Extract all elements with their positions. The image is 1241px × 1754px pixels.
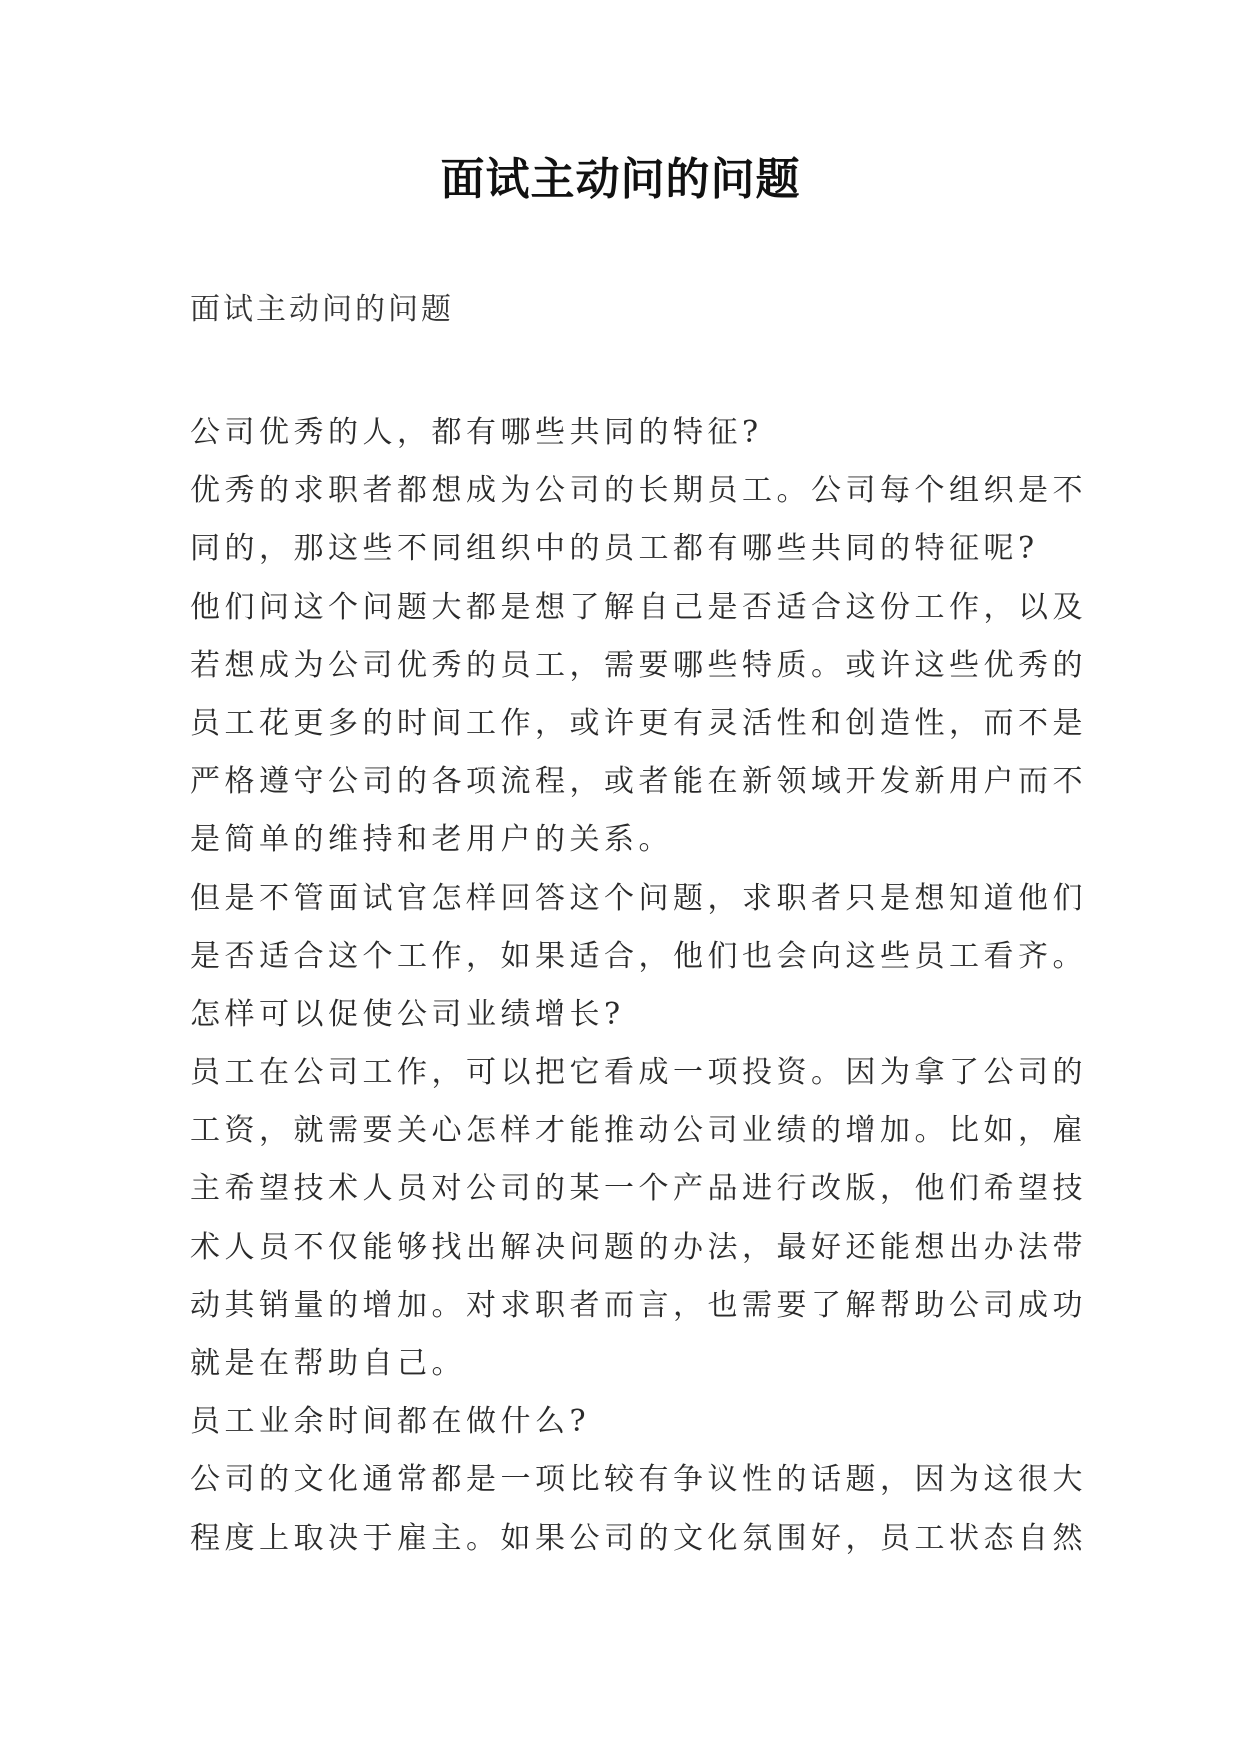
body-line: 他们问这个问题大都是想了解自己是否适合这份工作，以及 — [190, 589, 1087, 625]
body-line: 同的，那这些不同组织中的员工都有哪些共同的特征呢? — [190, 531, 1039, 567]
document-title: 面试主动问的问题 — [440, 154, 801, 205]
body-line: 程度上取决于雇主。如果公司的文化氛围好，员工状态自然 — [190, 1520, 1087, 1556]
body-line: 就是在帮助自己。 — [190, 1346, 466, 1381]
body-line: 严格遵守公司的各项流程，或者能在新领域开发新用户而不 — [190, 764, 1087, 800]
body-line: 是简单的维持和老用户的关系。 — [190, 822, 673, 858]
body-line: 员工在公司工作，可以把它看成一项投资。因为拿了公司的 — [190, 1055, 1087, 1091]
body-line: 优秀的求职者都想成为公司的长期员工。公司每个组织是不 — [190, 473, 1087, 509]
body-line: 公司的文化通常都是一项比较有争议性的话题，因为这很大 — [190, 1462, 1087, 1498]
body-line: 主希望技术人员对公司的某一个产品进行改版，他们希望技 — [190, 1171, 1087, 1207]
body-line: 怎样可以促使公司业绩增长? — [190, 996, 625, 1032]
document-subtitle: 面试主动问的问题 — [190, 292, 454, 327]
body-line: 动其销量的增加。对求职者而言，也需要了解帮助公司成功 — [190, 1287, 1087, 1323]
body-line: 员工业余时间都在做什么? — [190, 1404, 591, 1440]
body-line: 术人员不仅能够找出解决问题的办法，最好还能想出办法带 — [190, 1229, 1087, 1265]
body-line: 公司优秀的人，都有哪些共同的特征? — [190, 415, 763, 450]
document-body — [190, 404, 1087, 1568]
body-line: 是否适合这个工作，如果适合，他们也会向这些员工看齐。 — [190, 938, 1087, 974]
body-line: 但是不管面试官怎样回答这个问题，求职者只是想知道他们 — [190, 880, 1087, 916]
body-line: 员工花更多的时间工作，或许更有灵活性和创造性，而不是 — [190, 705, 1087, 741]
body-line: 工资，就需要关心怎样才能推动公司业绩的增加。比如，雇 — [190, 1113, 1087, 1149]
body-line: 若想成为公司优秀的员工，需要哪些特质。或许这些优秀的 — [190, 647, 1087, 683]
